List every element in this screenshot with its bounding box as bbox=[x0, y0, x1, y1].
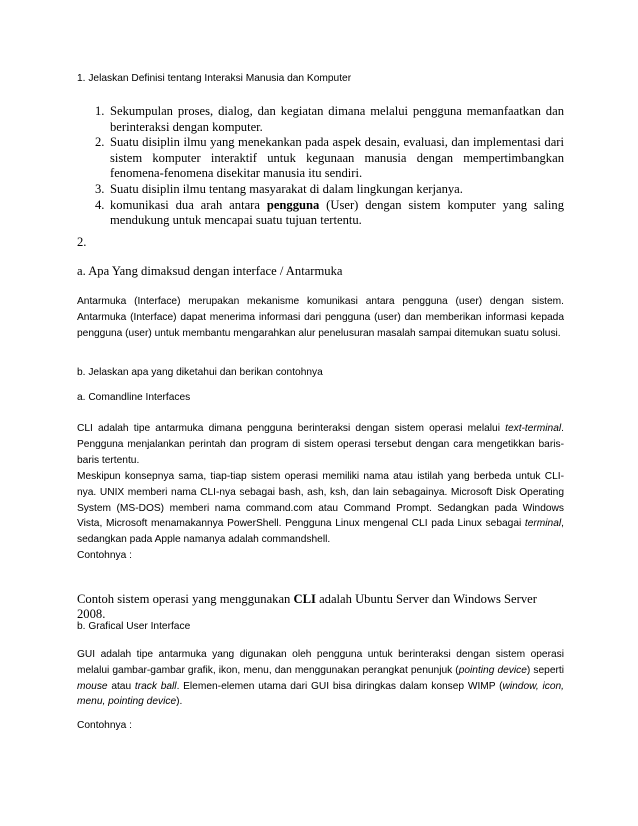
interface-definition-paragraph: Antarmuka (Interface) merupakan mekanisme komunikasi antara pengguna (user) dengan sistem. Antarmuka (Interface) dapat menerima informasi dari pengguna (user) dan memberikan informasi kepada pengguna (user) untuk membantu mengarahkan alur penelusuran masalah sampai ditemukan suatu solusi. bbox=[77, 296, 564, 339]
question-1-heading: 1. Jelaskan Definisi tentang Interaksi Manusia dan Komputer bbox=[77, 73, 352, 84]
cli-example-sentence: Contoh sistem operasi yang menggunakan CLI adalah Ubuntu Server dan Windows Server 2008. bbox=[77, 592, 537, 621]
list-item: 3. Suatu disiplin ilmu tentang masyarakat di dalam lingkungan kerjanya. bbox=[95, 181, 463, 196]
list-item: 1. Sekumpulan proses, dialog, dan kegiatan dimana melalui pengguna memanfaatkan dan berinteraksi dengan komputer. bbox=[95, 104, 564, 134]
list-item: 2. Suatu disiplin ilmu yang menekankan pada aspek desain, evaluasi, dan implementasi dari sistem komputer interaktif untuk kegunaan manusia dengan mempertimbangkan fenomena-fenomena disekitar manusia itu sendiri. bbox=[95, 135, 564, 181]
gui-paragraph: GUI adalah tipe antarmuka yang digunakan oleh pengguna untuk berinteraksi dengan sistem operasi melalui gambar-gambar grafik, ikon, menu, dan menggunakan perangkat penunjuk (pointing device) seperti mouse atau track ball. Elemen-elemen utama dari GUI bisa diringkas dalam konsep WIMP (window, icon, menu, pointing device). bbox=[77, 649, 565, 708]
list-item: 4. komunikasi dua arah antara pengguna (User) dengan sistem komputer yang saling mendukung untuk mencapai suatu tujuan tertentu. bbox=[95, 197, 564, 228]
gui-heading: b. Grafical User Interface bbox=[77, 621, 191, 632]
question-2a-heading: a. Apa Yang dimaksud dengan interface / Antarmuka bbox=[77, 264, 343, 278]
definition-list bbox=[77, 104, 564, 229]
question-2b-heading: b. Jelaskan apa yang diketahui dan berikan contohnya bbox=[77, 367, 323, 378]
cli-paragraph-2: Meskipun konsepnya sama, tiap-tiap sistem operasi memiliki nama atau istilah yang berbeda untuk CLI-nya. UNIX memberi nama CLI-nya sebagai bash, ash, ksh, dan lain sebagainya. Microsoft Disk Operating System (MS-DOS) memberi nama command.com atau Command Prompt. Sedangkan pada Windows Vista, Microsoft menamakannya PowerShell. Pengguna Linux mengenal CLI pada Linux sebagai terminal, sedangkan pada Apple namanya adalah commandshell. bbox=[77, 471, 564, 546]
question-2-number: 2. bbox=[77, 235, 87, 249]
cli-paragraph-1: CLI adalah tipe antarmuka dimana pengguna berinteraksi dengan sistem operasi melalui text-terminal. Pengguna menjalankan perintah dan program di sistem operasi tersebut dengan cara mengetikkan baris-baris tertentu. bbox=[77, 423, 564, 466]
gui-example-label: Contohnya : bbox=[77, 720, 132, 731]
cli-example-label: Contohnya : bbox=[77, 550, 132, 561]
cli-heading: a. Comandline Interfaces bbox=[77, 392, 191, 403]
